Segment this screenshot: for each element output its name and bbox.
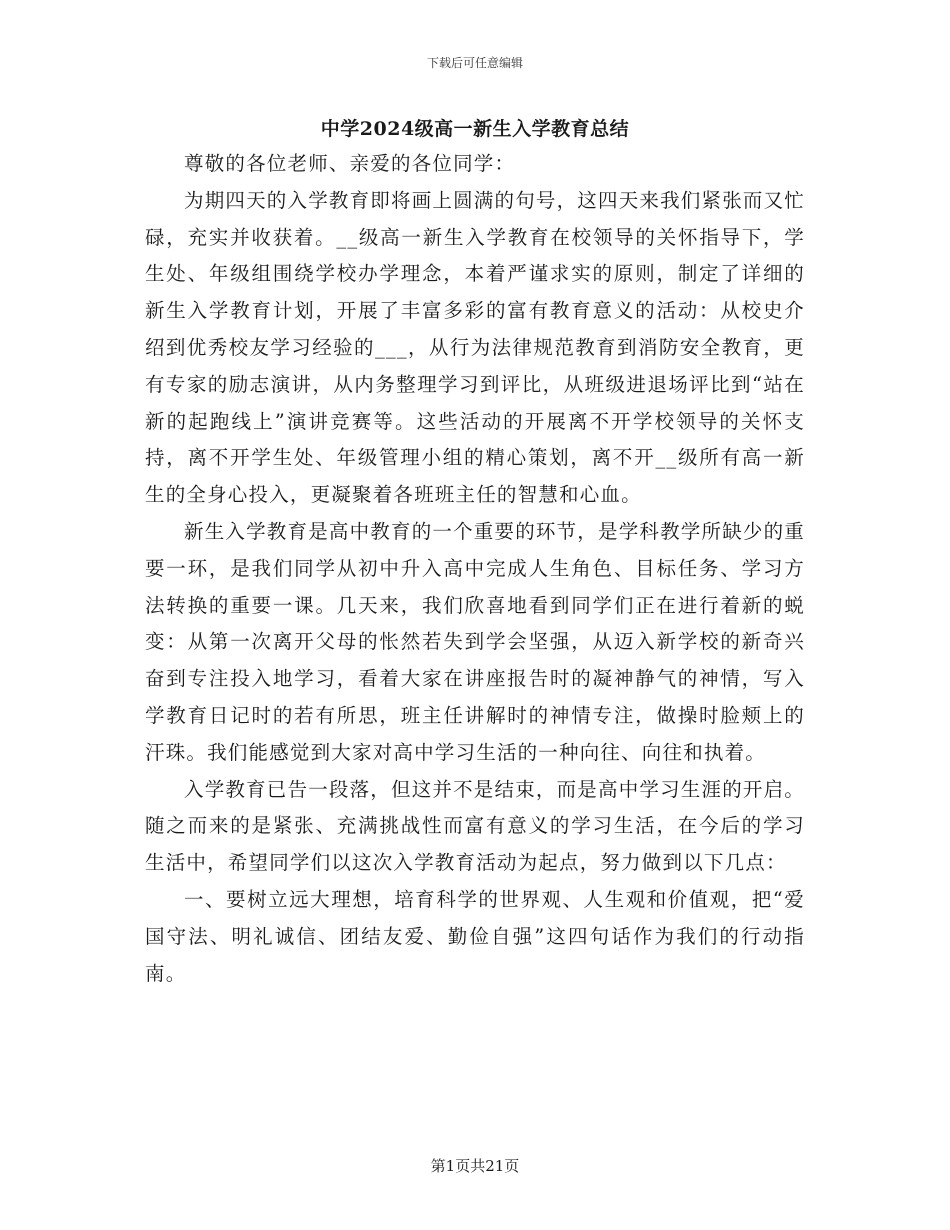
document-title: 中学2024级高一新生入学教育总结 — [320, 118, 630, 140]
paragraph-4: 一、要树立远大理想，培育科学的世界观、人生观和价值观，把“爱国守法、明礼诚信、团结友爱、勤俭自强”这四句话作为我们的行动指南。 — [145, 887, 805, 985]
paragraph-3: 入学教育已告一段落，但这并不是结束，而是高中学习生涯的开启。随之而来的是紧张、充满挑战性而富有意义的学习生活，在今后的学习生活中，希望同学们以这次入学教育活动为起点，努力做到以下几点： — [145, 777, 806, 875]
paragraph-2: 新生入学教育是高中教育的一个重要的环节，是学科教学所缺少的重要一环，是我们同学从初中升入高中完成人生角色、目标任务、学习方法转换的重要一课。几天来，我们欣喜地看到同学们正在进行着新的蜕变：从第一次离开父母的怅然若失到学会坚强，从迈入新学校的新奇兴奋到专注投入地学习，看着大家在讲座报告时的凝神静气的神情，写入学教育日记时的若有所思，班主任讲解时的神情专注，做操时脸颊上的汗珠。我们能感觉到大家对高中学习生活的一种向往、向往和执着。 — [145, 519, 806, 764]
salutation: 尊敬的各位老师、亲爱的各位同学： — [184, 152, 516, 175]
paragraph-1: 为期四天的入学教育即将画上圆满的句号，这四天来我们紧张而又忙碌，充实并收获着。__级高一新生入学教育在校领导的关怀指导下，学生处、年级组围绕学校办学理念，本着严谨求实的原则，制定了详细的新生入学教育计划，开展了丰富多彩的富有教育意义的活动：从校史介绍到优秀校友学习经验的___，从行为法律规范教育到消防安全教育，更有专家的励志演讲，从内务整理学习到评比，从班级进退场评比到“站在新的起跑线上”演讲竞赛等。这些活动的开展离不开学校领导的关怀支持，离不开学生处、年级管理小组的精心策划，离不开__级所有高一新生的全身心投入，更凝聚着各班班主任的智慧和心血。 — [145, 188, 806, 507]
document-body — [145, 146, 805, 992]
header-note: 下载后可任意编辑 — [426, 56, 523, 70]
page-footer: 第1页共21页 — [430, 1157, 520, 1175]
